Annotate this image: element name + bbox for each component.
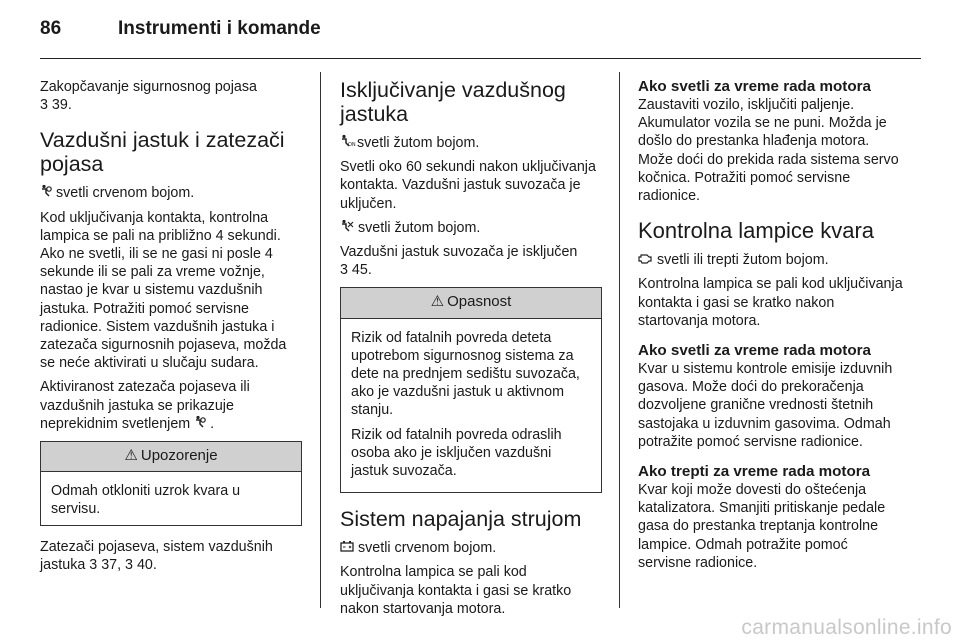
- danger-box-text: Rizik od fatalnih povreda odraslih osoba ako je isključen vazdušni jastuk suvozača.: [351, 426, 562, 480]
- check-engine-icon: [638, 251, 653, 269]
- body-paragraph: Aktiviranost zatezača pojaseva ili vazdušnih jastuka se prikazuje neprekidnim svetlenjem .: [40, 379, 250, 432]
- intro-text: Zakopčavanje sigurnosnog pojasa 3 39.: [40, 79, 257, 114]
- airbag-warning-icon: [194, 415, 206, 433]
- body-paragraph: Kvar u sistemu kontrole emisije izduvnih gasova. Može doći do prekoračenja dozvoljene granične vrednosti štetnih sastojaka u izduvnim gasovima. Odmah potražite pomoć servisne radionice.: [638, 361, 893, 450]
- warning-triangle-icon: ⚠: [430, 293, 445, 311]
- icon-line: ON svetli žutom bojom.: [340, 134, 602, 152]
- warning-box-title: ⚠ Upozorenje: [41, 442, 301, 472]
- warning-box-text: Odmah otkloniti uzrok kvara u servisu.: [51, 483, 241, 518]
- airbag-warning-icon: [40, 184, 52, 202]
- column-3: [638, 78, 904, 578]
- cross-reference: 3 39.: [40, 97, 72, 114]
- passenger-airbag-off-icon: [340, 219, 354, 237]
- column-2: [340, 78, 602, 624]
- section-heading-power: Sistem napajanja strujom: [340, 507, 582, 532]
- icon-line: svetli crvenom bojom.: [340, 539, 602, 557]
- warning-triangle-icon: ⚠: [124, 447, 138, 465]
- sub-heading: Ako svetli za vreme rada motora: [638, 78, 871, 95]
- battery-charge-icon: [340, 539, 354, 557]
- body-paragraph: Kontrolna lampica se pali kod uključivanja kontakta i gasi se kratko nakon startovanja motora.: [340, 564, 572, 617]
- page-header: [40, 18, 321, 50]
- page-number: 86: [40, 18, 62, 39]
- cross-reference: 3 45.: [340, 262, 372, 279]
- page-title: Instrumenti i komande: [118, 18, 321, 39]
- body-paragraph: Zaustaviti vozilo, isključiti paljenje. Akumulator vozila se ne puni. Možda je došlo do prestanka hlađenja motora. Može doći do prekida rada sistema servo kočnica. Potražiti pomoć servisne radionice.: [638, 97, 899, 205]
- column-divider: [619, 72, 620, 608]
- section-heading-airbag: Vazdušni jastuk i zatezači pojasa: [40, 128, 285, 177]
- danger-box-text: Rizik od fatalnih povreda deteta upotrebom sigurnosnog sistema za dete na prednjem sedištu suvozača, ako je vazdušni jastuk u aktivnom stanju.: [351, 329, 580, 419]
- column-1: [40, 78, 302, 580]
- body-paragraph: Kod uključivanja kontakta, kontrolna lampica se pali na približno 4 sekundi. Ako ne svetli, ili se ne gasi ni posle 4 sekunde ili se pali za vreme vožnje, nastao je kvar u sistemu vazdušnih jastuka. Potražiti pomoć servisne radionice. Sistem vazdušnih jastuka i zatezača sigurnosnih pojaseva, možda se neće aktivirati u slučaju sudara.: [40, 209, 287, 372]
- icon-line: svetli crvenom bojom.: [40, 184, 302, 202]
- sub-heading: Ako svetli za vreme rada motora: [638, 342, 871, 360]
- watermark: carmanualsonline.info: [741, 616, 952, 639]
- body-paragraph: Zatezači pojaseva, sistem vazdušnih jastuka 3 37, 3 40.: [40, 538, 273, 573]
- body-paragraph: Kontrolna lampica se pali kod uključivanja kontakta i gasi se kratko nakon startovanja motora.: [638, 276, 903, 329]
- sub-heading: Ako trepti za vreme rada motora: [638, 463, 871, 481]
- svg-text:ON: ON: [348, 142, 356, 148]
- body-paragraph: Svetli oko 60 sekundi nakon uključivanja kontakta. Vazdušni jastuk suvozača je uključen.: [340, 159, 596, 212]
- danger-box: [340, 287, 602, 493]
- passenger-airbag-on-icon: [340, 134, 356, 152]
- warning-box: [40, 441, 302, 526]
- header-rule: [40, 58, 921, 59]
- body-paragraph: Kvar koji može dovesti do oštećenja katalizatora. Smanjiti pritiskanje pedale gasa do prestanka treptanja kontrolne lampice. Odmah potražite pomoć servisne radionice.: [638, 482, 886, 571]
- section-heading-airbag-off: Isključivanje vazdušnog jastuka: [340, 78, 566, 126]
- icon-line: svetli žutom bojom.: [340, 219, 602, 237]
- column-divider: [320, 72, 321, 608]
- section-heading-malfunction: Kontrolna lampice kvara: [638, 218, 875, 244]
- danger-box-title: ⚠ Opasnost: [341, 288, 601, 318]
- icon-line: svetli ili trepti žutom bojom.: [638, 251, 904, 269]
- body-paragraph: Vazdušni jastuk suvozača je isključen 3 45.: [340, 244, 578, 279]
